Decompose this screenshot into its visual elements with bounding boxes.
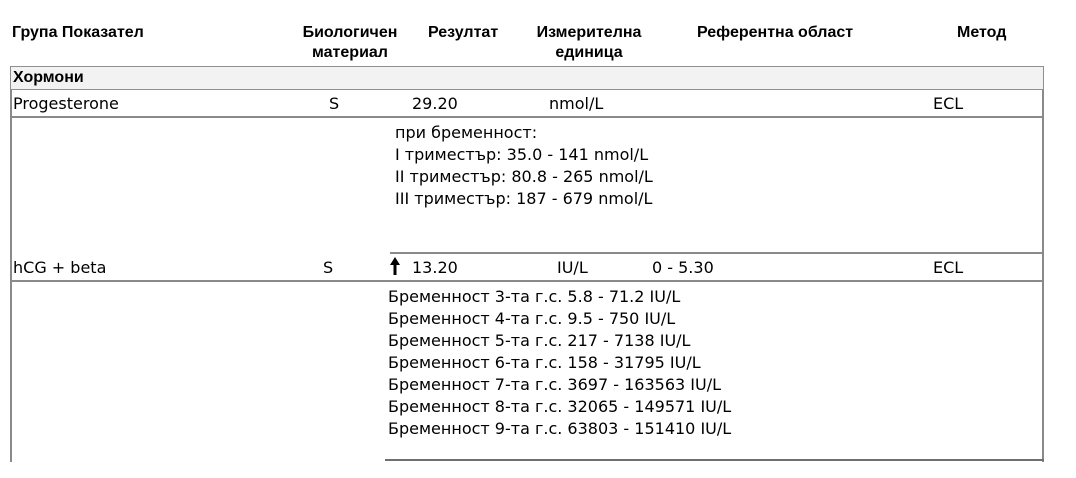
note-line: Бременност 3-та г.с. 5.8 - 71.2 IU/L (388, 287, 681, 306)
row-hcg-notes (388, 286, 731, 440)
group-title: Хормони (13, 69, 84, 86)
row-progesterone-material: S (329, 94, 340, 113)
note-line: I триместър: 35.0 - 141 nmol/L (395, 145, 649, 164)
header-unit (516, 23, 662, 63)
table-right-border (1042, 90, 1044, 462)
header-result: Резултат (428, 24, 499, 41)
row-progesterone-notes (395, 122, 653, 210)
row-hcg-name: hCG + beta (13, 258, 107, 277)
header-group: Група Показател (12, 24, 144, 41)
note-line: Бременност 9-та г.с. 63803 - 151410 IU/L (388, 419, 732, 438)
row-progesterone-divider (10, 116, 1044, 118)
row-progesterone-method: ECL (933, 94, 964, 113)
note-line: III триместър: 187 - 679 nmol/L (395, 189, 653, 208)
note-line: при бременност: (395, 123, 538, 142)
note-line: II триместър: 80.8 - 265 nmol/L (395, 167, 653, 186)
row-hcg-material: S (323, 258, 334, 277)
row-hcg-reference: 0 - 5.30 (652, 258, 714, 277)
header-reference: Референтна област (697, 24, 854, 41)
note-line: Бременност 5-та г.с. 217 - 7138 IU/L (388, 331, 691, 350)
header-material-line2: материал (312, 44, 388, 61)
header-unit-line2: единица (555, 44, 623, 61)
table-bottom-border (385, 459, 1044, 461)
header-material-line1: Биологичен (302, 24, 398, 41)
row-hcg-top-divider (390, 252, 1044, 254)
note-line: Бременност 4-та г.с. 9.5 - 750 IU/L (388, 309, 676, 328)
note-line: Бременност 6-та г.с. 158 - 31795 IU/L (388, 353, 701, 372)
row-progesterone-result: 29.20 (412, 94, 458, 113)
note-line: Бременност 7-та г.с. 3697 - 163563 IU/L (388, 375, 721, 394)
up-arrow-icon (388, 256, 402, 276)
table-left-border (10, 90, 12, 462)
row-progesterone-name: Progesterone (13, 94, 119, 113)
header-unit-line1: Измерителна (536, 24, 642, 41)
row-hcg-result: 13.20 (412, 258, 458, 277)
row-hcg-divider (10, 280, 1044, 282)
header-method: Метод (957, 24, 1007, 41)
group-bar (10, 66, 1044, 90)
note-line: Бременност 8-та г.с. 32065 - 149571 IU/L (388, 397, 732, 416)
header-material (285, 23, 415, 63)
row-hcg-method: ECL (933, 258, 964, 277)
row-progesterone-unit: nmol/L (549, 94, 604, 113)
row-hcg-unit: IU/L (557, 258, 588, 277)
